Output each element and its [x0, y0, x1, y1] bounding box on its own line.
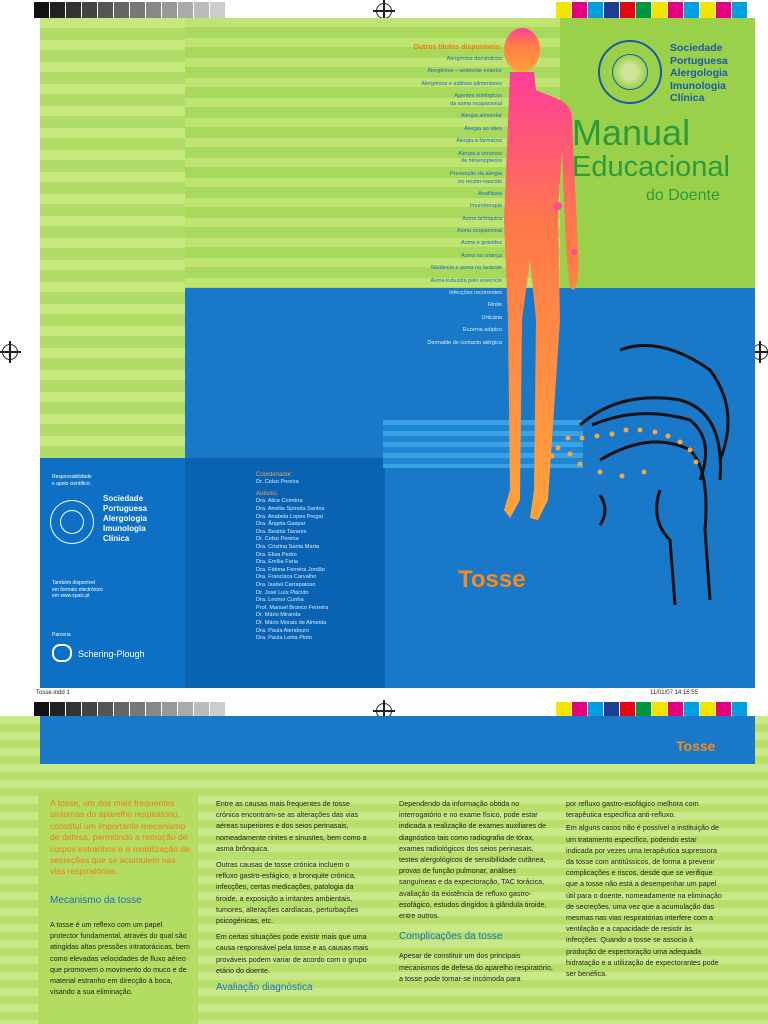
heading-complicacoes: Complicações da tosse: [399, 931, 503, 943]
title-item: Alergénios – ambiente exterior: [427, 68, 502, 75]
responsibility-label: [52, 474, 92, 487]
partner-label: Parceria: [52, 632, 71, 638]
author-name: Dra. Elisa Pedro: [256, 551, 297, 558]
author-name: Dra. Fátima Ferreira Jordão: [256, 566, 326, 573]
title-item: Alergénios domésticos: [446, 56, 502, 62]
title-item: Alergénios e aditivos alimentares: [421, 80, 502, 87]
society-seal-logo: [598, 40, 662, 104]
author-name: Dra. Beatriz Tavares: [256, 528, 307, 535]
cover-title-educacional: Educacional: [572, 151, 730, 183]
airway-diagram: [540, 330, 755, 610]
author-name: Dr. Mário Miranda: [256, 612, 301, 619]
author-name: Dra. Leonor Cunha: [256, 597, 304, 604]
title-item: Infecções recorrentes: [449, 290, 502, 297]
title-item: Eczema atópico: [462, 327, 502, 334]
print-file-name: Tosse.indd 1: [36, 690, 70, 696]
other-titles-list: [360, 44, 502, 352]
heading-avaliacao: Avaliação diagnóstica: [216, 982, 313, 994]
title-item: Asma induzida pelo exercício: [430, 277, 502, 284]
title-item: Sibilância e asma no lactente: [430, 265, 502, 272]
cover-title-manual: Manual: [572, 112, 691, 153]
title-item: Prevenção da alergia: [450, 170, 502, 177]
paragraph: Apesar de constituir um dos principais mecanismos de defesa do aparelho respiratório, a tosse pode tornar-se incómoda para: [399, 951, 553, 983]
society-name-line: Portuguesa: [103, 504, 148, 513]
online-note-line: em formato electrónico: [52, 586, 103, 593]
registration-mark: [376, 3, 392, 19]
author-name: Dra. Francisca Carvalho: [256, 574, 317, 581]
text-column-2: [216, 798, 370, 993]
title-item: de himenópteros: [461, 158, 502, 165]
author-name: Dr. Mário Morais de Almeida: [256, 619, 327, 626]
author-name: Dra. Paula Alendouro: [256, 627, 310, 634]
title-item: Agentes etiológicos: [454, 93, 502, 100]
cover-title-do-doente: do Doente: [646, 187, 720, 204]
paragraph: Entre as causas mais frequentes de tosse crónica encontram-se as alterações das vias aéreas superiores e dos seios perinasais, nomeadamente rinites e sinusites, bem como a asma brônquica.: [216, 799, 367, 853]
title-item: Asma ocupacional: [457, 228, 502, 235]
registration-mark: [2, 344, 18, 360]
society-name-line: Sociedade: [103, 494, 144, 503]
author-name: Dra. Anabela Lopes Pregal: [256, 513, 323, 520]
cover-subject-title: Tosse: [458, 566, 526, 593]
title-item: Anafilaxia: [478, 190, 502, 197]
paragraph: A tosse é um reflexo com um papel protector fundamental, através do qual são atingidas altas pressões intratorácicas, bem como elevadas velocidades de fluxo aéreo que promovem o movimento do muco e de material estranho em direcção à boca, visando a sua eliminação.: [50, 920, 190, 997]
responsibility-line: e apoio científico:: [52, 480, 91, 487]
partner-name: Schering-Plough: [78, 649, 145, 659]
paragraph: Outras causas de tosse crónica incluem o refluxo gastro-esfágico, a bronquite crónica, infecções, certas medicações, patologia da tiroide, a exposição a irritantes ambientais, tumores, alterações cardíacas, perturbações psicogénicas, etc.: [216, 860, 359, 926]
title-item: Alergia ao látex: [464, 125, 502, 132]
inner-page-title: Tosse: [676, 738, 716, 754]
author-name: Dra. Cristina Santa Marta: [256, 543, 320, 550]
title-item: no recém-nascido: [458, 178, 502, 185]
other-titles-header: Outros títulos disponíveis:: [413, 44, 502, 51]
schering-plough-logo-icon: [52, 644, 72, 662]
author-name: Dr. José Luís Plácido: [256, 589, 309, 596]
society-name-line: Imunologia: [670, 79, 726, 92]
grey-color-strip: [34, 2, 226, 18]
society-name-line: Alergologia: [103, 514, 148, 523]
paragraph: Dependendo da informação obtida no interrogatório e no exame físico, pode estar indicada a realização de exames auxiliares de diagnóstico tais como radiografia de tórax, exames radiológicos dos seios perinasais, testes alergológicos de sensibilidade cutânea, provas de função pulmonar, análises sanguíneas e da expectoração, TAC torácica, avaliação da existência de refluxo gastro-esofágico, estudos dirigidos à glândula tiroide, entre outros.: [399, 799, 547, 921]
credits-block: [256, 472, 386, 643]
author-name: Dra. Alice Coimbra: [256, 498, 303, 505]
online-note-line: Também disponível: [52, 580, 96, 586]
paragraph: por refluxo gastro-esofágico melhora com terapêutica específica anti-refluxo.: [566, 799, 699, 820]
society-name-line: Imunologia: [103, 524, 146, 533]
title-item: da asma ocupacional: [450, 100, 502, 107]
text-column-3: [399, 798, 554, 984]
society-name-line: Portuguesa: [670, 54, 728, 67]
intro-paragraph: A tosse, um dos mais frequentes sintomas do aparelho respiratório, constitui um importante mecanismo de defesa, permitindo a remoção de corpos estranhos e a mobilização de secreções que se acumulem nas vias respiratórias.: [50, 798, 190, 877]
society-name-line: Clínica: [670, 92, 705, 104]
author-name: Dra. Isabel Carrapatoso: [256, 581, 316, 588]
society-seal-logo: [50, 500, 94, 544]
print-datetime: 11/01/07 14:16:55: [650, 690, 698, 696]
author-name: Dra. Paula Leiria Pinto: [256, 635, 312, 642]
text-column-4: [566, 798, 722, 981]
paragraph: Em alguns casos não é possível a instituição de um tratamento específico, podendo estar indicada por vezes uma terapêutica supressora da tosse com antitússicos, de forma a prevenir complicações e riscos, desde que se verifique que a tosse não está a desempenhar um papel útil para o doente, nomeadamente na eliminação de secreções, uma vez que a acumulação das mesmas nas vias respiratórias interfere com a ventilação e a capacidade de resistir às infecções. Quando a tosse se associa à produção de expectoração uma adequada hidratação e a utilização de expectorantes pode ser benéfica.: [566, 823, 722, 979]
author-name: Dra. Emília Faria: [256, 559, 298, 566]
text-column-1: [50, 798, 190, 997]
society-name: [670, 42, 728, 105]
coordinator-name: Dr. Celso Pereira: [256, 479, 299, 486]
author-name: Dr. Celso Pereira: [256, 536, 299, 543]
cmyk-color-strip: [556, 2, 748, 18]
society-name-line: Sociedade: [670, 42, 723, 54]
society-name: [103, 494, 147, 544]
title-item: Asma na criança: [461, 252, 502, 259]
author-name: Dra. Amélia Spínola Santos: [256, 506, 325, 512]
title-item: Rinite: [487, 302, 502, 309]
society-name-line: Clínica: [103, 534, 130, 543]
author-name: Prof. Manuel Branco Ferreira: [256, 604, 329, 611]
authors-label: Autores:: [256, 491, 279, 497]
responsibility-line: Responsabilidade: [52, 474, 92, 480]
online-note-line: em www.spaic.pt: [52, 593, 90, 600]
title-item: Alergia alimentar: [460, 113, 502, 120]
online-availability-note: [52, 580, 103, 600]
title-item: Alergia a fármacos: [456, 138, 502, 145]
society-name-line: Alergologia: [670, 67, 728, 79]
inner-page-header-bar: [40, 716, 755, 764]
title-item: Asma e gravidez: [461, 240, 502, 247]
title-item: Alergia a venenos: [457, 150, 502, 157]
title-item: Asma brônquica: [462, 215, 502, 222]
title-item: Urticária: [481, 314, 502, 321]
coordinator-label: Coordenador:: [256, 472, 293, 478]
title-item: Imunoterapia: [469, 203, 502, 210]
heading-mecanismo: Mecanismo da tosse: [50, 894, 142, 906]
paragraph: Em certas situações pode existir mais que uma causa responsável pela tosse e as causas mais prováveis podem variar de acordo com o grupo etário do doente.: [216, 932, 369, 975]
author-name: Dra. Ângela Gaspar: [256, 521, 306, 528]
title-item: Dermatite de contacto alérgica: [427, 339, 502, 346]
